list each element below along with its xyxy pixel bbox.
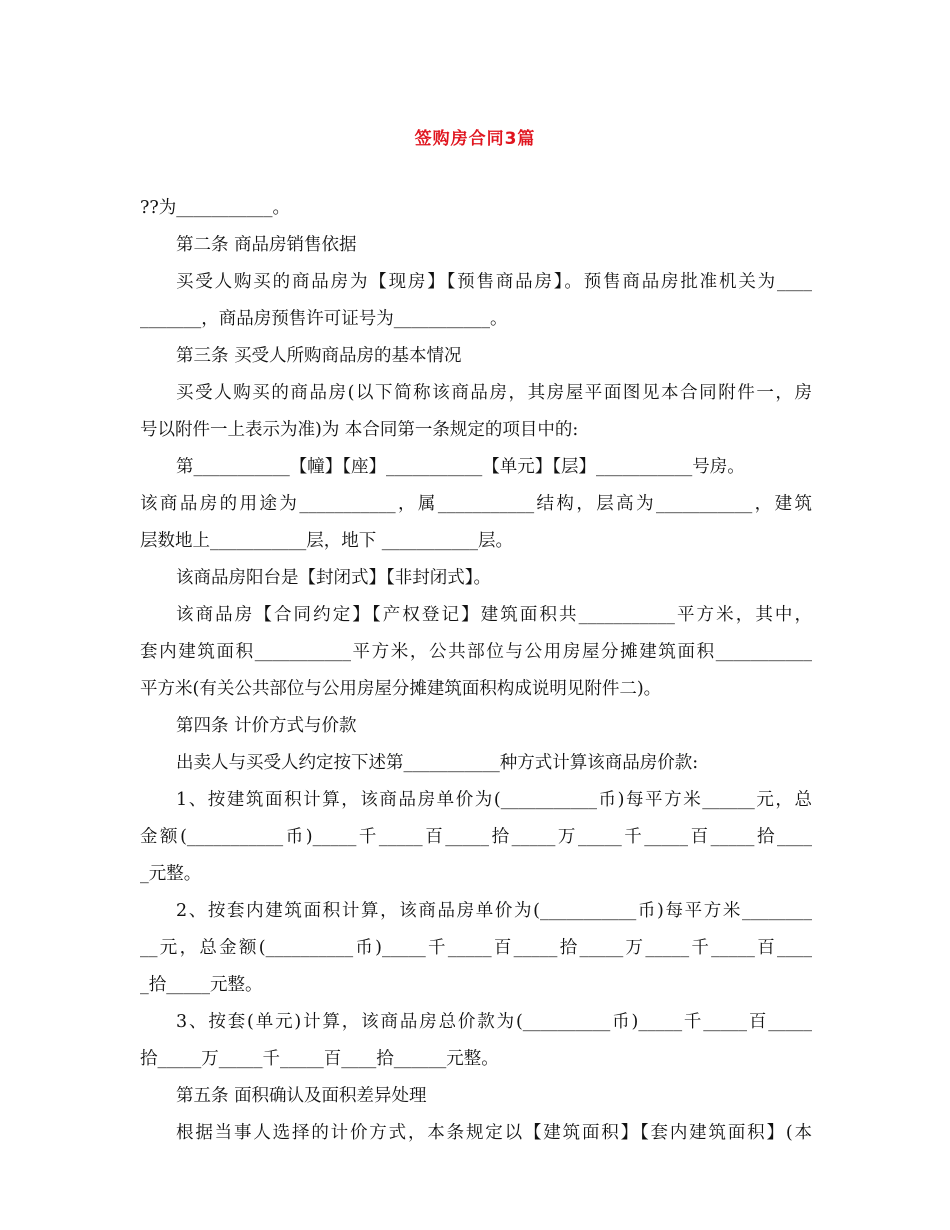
text-line: ??为___________。 [140,198,291,218]
text-line: __元，总金额(__________币)_____千_____百_____拾_____万_____千_____百____ [140,938,812,958]
text-line: 金额(___________币)_____千_____百_____拾_____万_____千_____百_____拾____ [140,827,812,847]
section-heading: 第四条 计价方式与价款 [176,716,357,736]
text-line: _元整。 [140,864,202,884]
section-heading: 第三条 买受人所购商品房的基本情况 [176,346,462,366]
text-line: 买受人购买的商品房(以下简称该商品房，其房屋平面图见本合同附件一，房 [176,383,812,403]
section-heading: 第二条 商品房销售依据 [176,235,357,255]
text-line: _______，商品房预售许可证号为___________。 [140,309,508,329]
text-line: 层数地上___________层，地下 ___________层。 [140,531,514,551]
text-line: 1、按建筑面积计算，该商品房单价为(___________币)每平方米______元，总 [176,790,812,810]
text-line: 根据当事人选择的计价方式，本条规定以【建筑面积】【套内建筑面积】(本 [176,1123,812,1143]
text-line: 拾_____万_____千_____百____拾______元整。 [140,1049,499,1069]
text-line: 3、按套(单元)计算，该商品房总价款为(__________币)_____千_____百_____ [176,1012,812,1032]
text-line: _拾_____元整。 [140,975,263,995]
text-line: 该商品房的用途为___________，属___________结构，层高为___________，建筑 [140,494,812,514]
text-line: 套内建筑面积___________平方米，公共部位与公用房屋分摊建筑面积___________ [140,642,812,662]
document-body [140,190,812,1152]
text-line: 号以附件一上表示为准)为 本合同第一条规定的项目中的: [140,420,579,440]
text-line: 2、按套内建筑面积计算，该商品房单价为(___________币)每平方米________ [176,901,812,921]
text-line: 该商品房【合同约定】【产权登记】建筑面积共___________平方米，其中， [176,605,812,625]
text-line: 出卖人与买受人约定按下述第___________种方式计算该商品房价款: [176,753,699,773]
document-title: 签购房合同3篇 [414,129,536,149]
text-line: 平方米(有关公共部位与公用房屋分摊建筑面积构成说明见附件二)。 [140,679,662,699]
text-line: 该商品房阳台是【封闭式】【非封闭式】。 [176,568,491,588]
text-line: 第___________【幢】【座】___________【单元】【层】___________号房。 [176,457,745,477]
section-heading: 第五条 面积确认及面积差异处理 [176,1086,427,1106]
text-line: 买受人购买的商品房为【现房】【预售商品房】。预售商品房批准机关为____ [176,272,812,292]
